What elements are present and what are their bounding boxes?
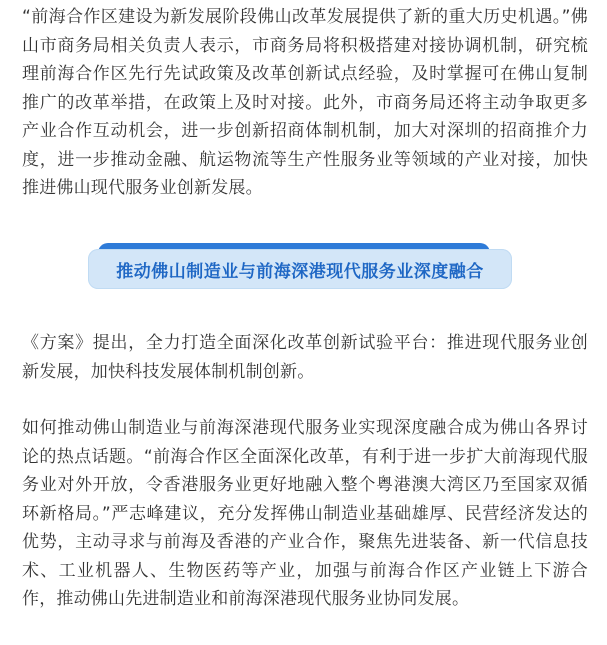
article-paragraph-2: 《方案》提出，全力打造全面深化改革创新试验平台：推进现代服务业创新发展，加快科技发展体制机制创新。 <box>22 333 588 382</box>
section-heading-banner <box>88 243 518 289</box>
section-heading-box <box>88 249 512 289</box>
section-heading: 推动佛山制造业与前海深港现代服务业深度融合 <box>116 261 484 282</box>
article-paragraph-1: “前海合作区建设为新发展阶段佛山改革发展提供了新的重大历史机遇。”佛山市商务局相关负责人表示，市商务局将积极搭建对接协调机制，研究梳理前海合作区先行先试政策及改革创新试点经验，及时掌握可在佛山复制推广的改革举措，在政策上及时对接。此外，市商务局还将主动争取更多产业合作互动机会，进一步创新招商体制机制，加大对深圳的招商推介力度，进一步推动金融、航运物流等生产性服务业等领域的产业对接，加快推进佛山现代服务业创新发展。 <box>22 7 588 198</box>
article-paragraph-3: 如何推动佛山制造业与前海深港现代服务业实现深度融合成为佛山各界讨论的热点话题。“前海合作区全面深化改革，有利于进一步扩大前海现代服务业对外开放，令香港服务业更好地融入整个粤港澳大湾区乃至国家双循环新格局。”严志峰建议，充分发挥佛山制造业基础雄厚、民营经济发达的优势，主动寻求与前海及香港的产业合作，聚焦先进装备、新一代信息技术、工业机器人、生物医药等产业，加强与前海合作区产业链上下游合作，推动佛山先进制造业和前海深港现代服务业协同发展。 <box>22 418 588 609</box>
